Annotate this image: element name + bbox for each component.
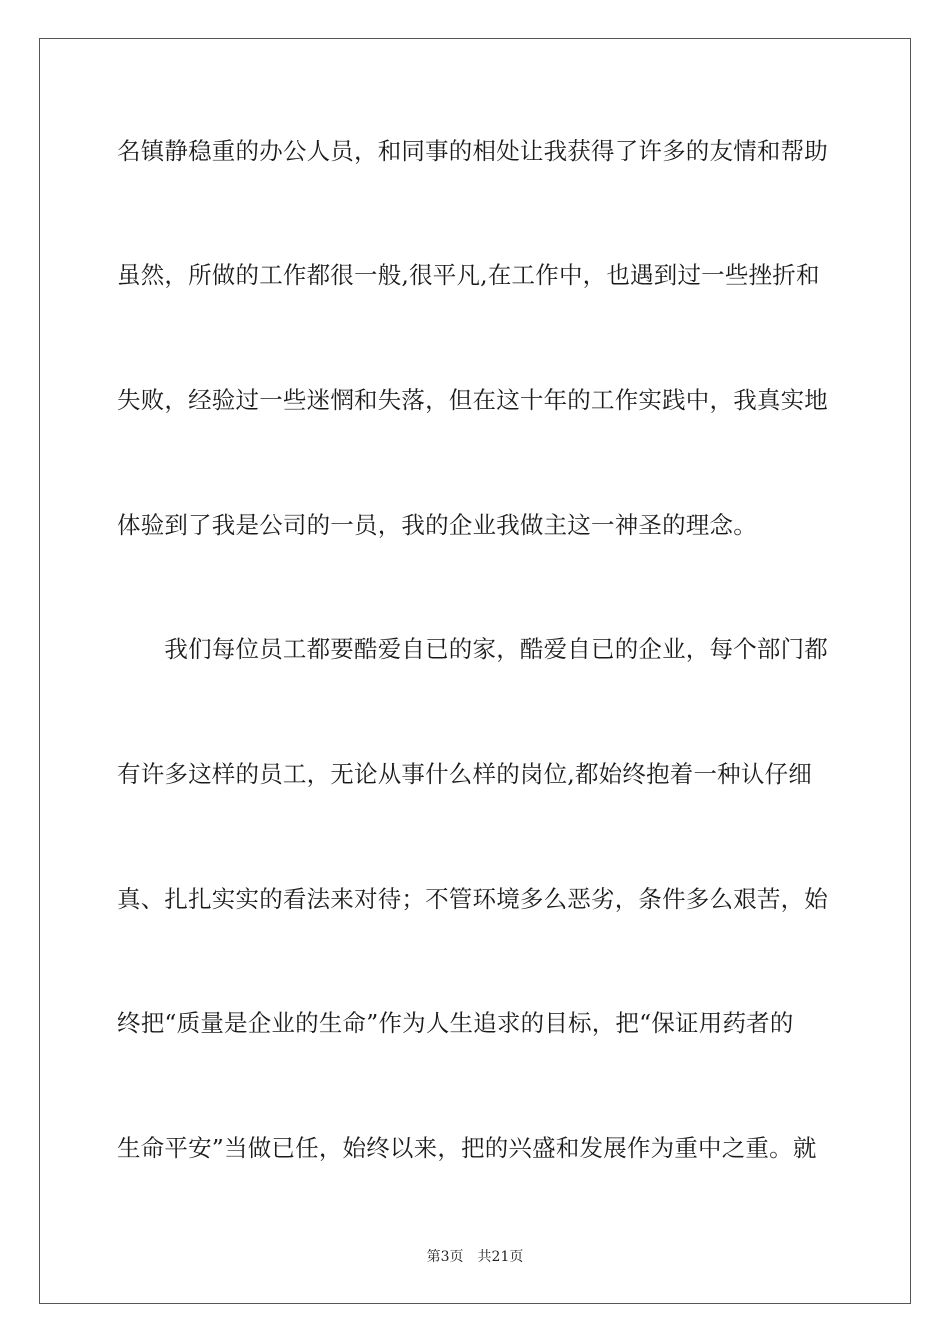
page-frame xyxy=(39,38,911,1304)
body-text-line-3: 失败，经验过一些迷惘和失落，但在这十年的工作实践中，我真实地 xyxy=(117,386,828,414)
body-text-line-8: 终把“质量是企业的生命”作为人生追求的目标，把“保证用药者的 xyxy=(117,1009,794,1037)
page-footer xyxy=(0,1248,950,1266)
body-text-line-4: 体验到了我是公司的一员，我的企业我做主这一神圣的理念。 xyxy=(117,511,757,539)
page-total: 共21页 xyxy=(477,1249,524,1265)
page-number: 第3页 xyxy=(426,1249,464,1265)
body-text-line-2: 虽然，所做的工作都很一般,很平凡,在工作中，也遇到过一些挫折和 xyxy=(117,261,820,289)
body-text-line-1: 名镇静稳重的办公人员，和同事的相处让我获得了许多的友情和帮助 xyxy=(117,137,828,165)
body-text-line-6: 有许多这样的员工，无论从事什么样的岗位,都始终抱着一种认仔细 xyxy=(117,760,812,788)
body-text-line-9: 生命平安”当做已任，始终以来，把的兴盛和发展作为重中之重。就 xyxy=(117,1134,817,1162)
body-text-line-7: 真、扎扎实实的看法来对待；不管环境多么恶劣，条件多么艰苦，始 xyxy=(117,885,828,913)
body-text-line-5: 我们每位员工都要酷爱自已的家，酷爱自已的企业，每个部门都 xyxy=(117,635,828,663)
